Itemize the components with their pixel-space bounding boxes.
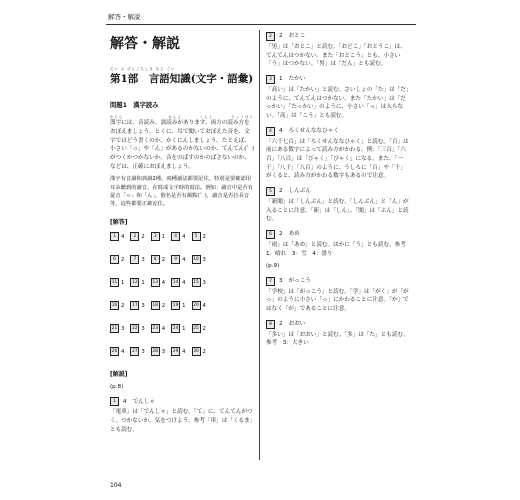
answer-value: 2 (161, 302, 166, 309)
answer-cell (110, 232, 124, 241)
answer-cell (151, 324, 165, 333)
question-number-box: 18 (152, 303, 158, 309)
item-head (266, 230, 411, 239)
page-title: 解答・解説 (110, 36, 180, 52)
answer-cell (151, 347, 165, 356)
answer-number: 1 (279, 76, 283, 83)
explanation-text: 「男」は「おとこ」と読む。「おどこ」「おとうこ」は、てんてんはつかない。また「おとこう」とも、小さい「う」はつかない。「男」は「だん」とも読む。 (266, 44, 406, 68)
answer-cell (110, 324, 124, 333)
page-ref: (p.8) (110, 383, 124, 390)
question-number-box: 29 (172, 349, 179, 355)
answer-number: 2 (279, 33, 283, 40)
page-ref: (p.9) (266, 263, 280, 270)
reading: ろくせんななひゃく (288, 127, 339, 134)
para1-ruby: かんじ おんよ くんよ りょうほう (110, 115, 254, 120)
answer-cell (151, 301, 165, 310)
answer-cell (130, 232, 144, 241)
question-number-box: 7 (130, 255, 139, 264)
right-column (266, 32, 411, 352)
reading: おおい (288, 320, 306, 327)
answer-cell (110, 347, 124, 356)
question-number-box: 8 (151, 255, 160, 264)
explanation-text: 「学校」は「がっこう」と読む。「学」は「がく」が「がっ」のように小さい「っ」にかわることに注意。「か」ではなく「が」であることに注意。 (266, 288, 409, 313)
answer-row (110, 278, 255, 287)
explanation-text: 「電車」は「でんしゃ」と読む。「て」に、てんてんがつく。つかないか、気をつけよう。参考「車」は「くるま」とも読む。 (110, 409, 253, 433)
question-number-box: 26 (111, 349, 118, 355)
answer-value: 2 (161, 256, 166, 263)
question-number-box: 28 (152, 349, 158, 355)
answer-number: 4 (123, 398, 127, 405)
answer-row (110, 232, 255, 241)
item-head (266, 320, 411, 329)
reading: たかい (288, 76, 306, 83)
explanation-text: 「高い」は「たかい」と読む。さいしょの「た」は「だ」のように、てんてんはつかない。また「たかい」は「だっかい」「たっかい」のように、小さい「っ」は入らない。「高」は「こう」とも読む。 (266, 86, 409, 119)
question-number-box: 6 (110, 255, 119, 264)
answer-number: 2 (279, 188, 283, 195)
question-number-box: 3 (151, 232, 160, 241)
answer-cell (192, 324, 206, 333)
answer-value: 3 (121, 325, 125, 332)
question-number-box: 1 (110, 397, 119, 406)
answer-cell (192, 255, 206, 264)
answer-value: 3 (141, 256, 145, 263)
answer-value: 1 (121, 279, 125, 286)
question-number-box: 2 (130, 232, 139, 241)
answer-cell (192, 232, 206, 241)
question-number-box: 22 (132, 326, 138, 332)
answer-value: 4 (202, 302, 206, 309)
answer-cell (171, 324, 185, 333)
answer-value: 2 (202, 233, 206, 240)
question-number-box: 13 (152, 280, 158, 286)
explanation-text: 「六千七百」は「ろくせんななひゃく」と読む。「百」は前にある数字によって読み方がかわる。例：「三百」「六百」「八百」は「びゃく」「ぴゃく」になる。また、「一千」「八千」「八百」のように、うしろに「百」や「千」がくると、読み方がかわる数字もあるので注意。 (266, 138, 409, 180)
question-number-box: 19 (172, 303, 179, 309)
answer-value: 1 (182, 325, 186, 332)
question-number-box: 9 (171, 255, 180, 264)
answers-grid (110, 232, 255, 356)
answer-value: 4 (182, 256, 186, 263)
answer-cell (151, 232, 165, 241)
answer-number: 2 (279, 231, 283, 238)
answer-value: 2 (202, 325, 206, 332)
question-number-box: 11 (111, 280, 118, 286)
reading: あめ (288, 231, 300, 238)
question-number-box: 2 (266, 32, 275, 41)
answer-value: 2 (121, 302, 125, 309)
answer-cell (192, 278, 206, 287)
answer-cell (130, 255, 144, 264)
answer-row (110, 347, 255, 356)
reading: でんしゃ (132, 398, 155, 405)
answer-cell (171, 232, 185, 241)
answer-cell (130, 347, 144, 356)
answer-cell (192, 347, 206, 356)
part-heading (110, 68, 255, 88)
answers-label: [解答] (110, 219, 128, 227)
question-number-box: 17 (132, 303, 138, 309)
question-number-box: 14 (172, 280, 179, 286)
answer-row (110, 255, 255, 264)
question-number-box: 6 (266, 230, 275, 239)
item-head (266, 127, 411, 136)
answer-value: 4 (121, 348, 125, 355)
answer-cell (110, 255, 124, 264)
answer-value: 4 (182, 279, 186, 286)
answer-cell (171, 347, 185, 356)
explanation-text: 「新聞」は「しんぶん」と読む。「しんぶん」と「ん」が入ることに注意。「新」は「しん」、「聞」は「ぶん」と読む。 (266, 198, 409, 223)
answer-value: 1 (161, 233, 166, 240)
question-number-box: 4 (266, 127, 275, 136)
question-number-box: 10 (193, 257, 199, 263)
part-label: 第1部 言語知識(文字・語彙) (110, 73, 254, 86)
question-number-box: 27 (132, 349, 138, 355)
question-number-box: 21 (111, 326, 118, 332)
question-number-box: 25 (193, 326, 199, 332)
question-number-box: 30 (193, 349, 199, 355)
answer-value: 4 (161, 279, 166, 286)
question-number-box: 1 (110, 232, 119, 241)
answer-value: 1 (141, 279, 145, 286)
answer-cell (110, 301, 124, 310)
answer-cell (171, 278, 185, 287)
question-number-box: 5 (266, 187, 275, 196)
reading: おとこ (288, 33, 306, 40)
answer-cell (151, 278, 165, 287)
item-head (266, 187, 411, 196)
header-rule (106, 24, 416, 25)
question-number-box: 3 (266, 75, 275, 84)
item-head (266, 75, 411, 84)
answer-number: 4 (279, 127, 283, 134)
answer-cell (130, 324, 144, 333)
answer-value: 4 (121, 233, 125, 240)
answer-cell (171, 255, 185, 264)
answer-cell (110, 278, 124, 287)
question-number-box: 20 (193, 303, 199, 309)
answer-value: 2 (121, 256, 125, 263)
answer-cell (130, 301, 144, 310)
item-head (266, 277, 411, 286)
page-number: 104 (110, 482, 122, 489)
answer-value: 3 (141, 302, 145, 309)
item-head (110, 397, 255, 406)
question-number-box: 12 (132, 280, 138, 286)
item-head (266, 32, 411, 41)
section-heading: 問題1 漢字読み (110, 102, 159, 110)
intro-paragraph-jp: 漢字には、音読み、訓読みがあります。両方の読み方をおぼえましょう。とくに、耳で聞いておぼえた音を、文字ではどう書くのか、かくにんしましょう。たとえば、小さい「っ」や「ん」があるのかないのか、てんてん(゛)がつくかつかないか、音をのばすのかのばさないのか、などは、正確におぼえましょう。 (110, 120, 255, 170)
answer-value: 3 (202, 256, 206, 263)
answer-value: 2 (141, 233, 145, 240)
reading: しんぶん (288, 188, 311, 195)
answer-number: 3 (279, 277, 283, 284)
answer-value: 3 (202, 279, 206, 286)
reading: がっこう (288, 277, 311, 284)
question-number-box: 16 (111, 303, 118, 309)
answer-row (110, 301, 255, 310)
question-number-box: 4 (171, 232, 180, 241)
answer-value: 4 (161, 325, 166, 332)
explanations-label: [解説] (110, 371, 128, 379)
answer-value: 3 (141, 325, 145, 332)
answer-cell (151, 255, 165, 264)
column-divider (259, 30, 260, 460)
answer-value: 4 (182, 348, 186, 355)
answer-value: 2 (202, 348, 206, 355)
answer-cell (130, 278, 144, 287)
explanation-text: 「多い」は「おおい」と読む。「多」は「た」とも読む。参考 3：大きい (266, 331, 409, 347)
answer-value: 4 (182, 233, 186, 240)
running-head: 解答・解説 (108, 13, 141, 21)
answer-value: 3 (141, 348, 145, 355)
answer-row (110, 324, 255, 333)
answer-cell (192, 301, 206, 310)
question-number-box: 5 (192, 232, 201, 241)
answer-value: 3 (161, 348, 166, 355)
question-number-box: 24 (172, 326, 179, 332)
answer-value: 1 (182, 302, 186, 309)
intro-paragraph-zh: 漢字有音讀和訓讀2種。兩種讀法都要記住。特別是要確認用耳朵聽到的讀音，在寫成文字時的寫法。例如：讀音中是否有促音「っ」和「ん」，假名是否有濁點(゛)，讀音是否拉長音等，這些都要正確記住。 (110, 176, 254, 207)
left-column (110, 32, 255, 438)
answer-number: 2 (279, 320, 283, 327)
explanation-text: 「雨」は「あめ」と読む。ほかに「う」とも読む。参考 1：晴れ 3：雪 4：曇り (266, 241, 412, 257)
question-number-box: 15 (193, 280, 199, 286)
question-number-box: 23 (152, 326, 158, 332)
question-number-box: 8 (266, 320, 275, 329)
answer-cell (171, 301, 185, 310)
part-ruby: だい ぶ げんごちしき もじ ごい (110, 66, 176, 71)
question-number-box: 7 (266, 277, 275, 286)
